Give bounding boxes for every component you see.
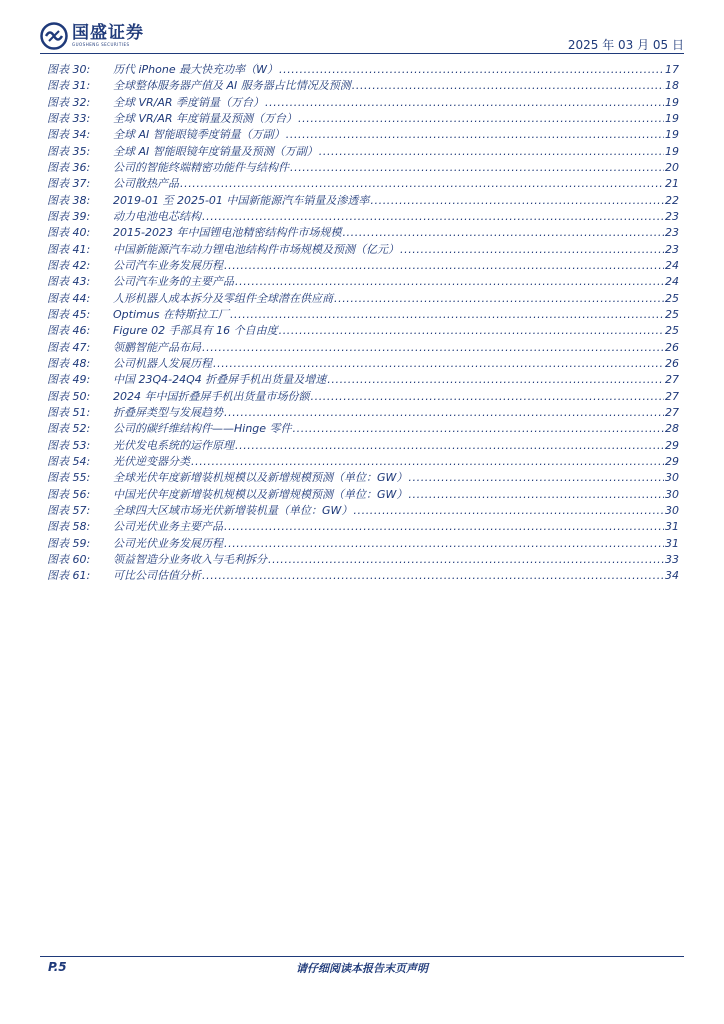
dot-leader xyxy=(180,176,664,192)
page-ref: 29 xyxy=(665,454,679,468)
toc-entry[interactable] xyxy=(47,258,679,274)
figure-number: 图表 40: xyxy=(47,226,91,240)
toc-entry[interactable] xyxy=(47,340,679,356)
toc-entry[interactable] xyxy=(47,323,679,339)
page-ref: 30 xyxy=(665,487,679,501)
page-ref: 27 xyxy=(665,389,679,403)
report-date: 2025 年 03 月 05 日 xyxy=(567,38,684,52)
figure-title: 公司机器人发展历程 xyxy=(113,356,212,370)
figure-title: 全球 AI 智能眼镜季度销量（万副） xyxy=(113,128,285,142)
dot-leader xyxy=(298,111,664,127)
figure-number: 图表 47: xyxy=(47,340,91,354)
page-ref: 26 xyxy=(665,340,679,354)
figure-title: 全球 VR/AR 年度销量及预测（万台） xyxy=(113,111,298,125)
page-ref: 19 xyxy=(665,144,679,158)
figure-title: 中国光伏年度新增装机规模以及新增规模预测（单位：GW） xyxy=(113,487,408,501)
dot-leader xyxy=(191,454,664,470)
logo-subname: GUOSHENG SECURITIES xyxy=(72,42,130,47)
header-divider xyxy=(40,53,684,54)
toc-entry[interactable] xyxy=(47,487,679,503)
page-ref: 33 xyxy=(665,552,679,566)
toc-entry[interactable] xyxy=(47,127,679,143)
toc-entry[interactable] xyxy=(47,144,679,160)
figure-number: 图表 32: xyxy=(47,95,91,109)
page-ref: 18 xyxy=(665,79,679,93)
page-ref: 30 xyxy=(665,503,679,517)
footer-divider xyxy=(40,956,684,957)
figure-number: 图表 31: xyxy=(47,79,91,93)
dot-leader xyxy=(265,95,664,111)
dot-leader xyxy=(370,193,664,209)
figure-title: 全球整体服务器产值及 AI 服务器占比情况及预测 xyxy=(113,79,351,93)
dot-leader xyxy=(327,372,664,388)
figure-number: 图表 33: xyxy=(47,111,91,125)
page-ref: 26 xyxy=(665,356,679,370)
dot-leader xyxy=(311,389,665,405)
page-ref: 19 xyxy=(665,128,679,142)
page-number: P.5 xyxy=(48,960,67,974)
dot-leader xyxy=(202,209,664,225)
figure-title: 全球 AI 智能眼镜年度销量及预测（万副） xyxy=(113,144,318,158)
toc-entry[interactable] xyxy=(47,176,679,192)
page-ref: 25 xyxy=(665,291,679,305)
toc-entry[interactable] xyxy=(47,389,679,405)
page-ref: 22 xyxy=(665,193,679,207)
toc-entry[interactable] xyxy=(47,503,679,519)
figure-number: 图表 48: xyxy=(47,356,91,370)
figure-number: 图表 52: xyxy=(47,422,91,436)
toc-entry[interactable] xyxy=(47,111,679,127)
disclaimer-note: 请仔细阅读本报告末页声明 xyxy=(296,962,428,975)
figure-title: 2024 年中国折叠屏手机出货量市场份额 xyxy=(113,389,310,403)
page-ref: 27 xyxy=(665,405,679,419)
figure-title: 可比公司估值分析 xyxy=(113,569,201,583)
figure-number: 图表 61: xyxy=(47,569,91,583)
page-ref: 34 xyxy=(665,569,679,583)
figure-number: 图表 41: xyxy=(47,242,91,256)
dot-leader xyxy=(213,356,664,372)
dot-leader xyxy=(286,127,664,143)
dot-leader xyxy=(353,503,664,519)
figure-number: 图表 50: xyxy=(47,389,91,403)
figure-number: 图表 57: xyxy=(47,503,91,517)
figure-number: 图表 35: xyxy=(47,144,91,158)
figure-number: 图表 46: xyxy=(47,324,91,338)
page-header xyxy=(0,0,724,52)
toc-entry[interactable] xyxy=(47,274,679,290)
figure-title: 公司汽车业务发展历程 xyxy=(113,258,223,272)
toc-entry[interactable] xyxy=(47,242,679,258)
toc-entry[interactable] xyxy=(47,470,679,486)
figure-number: 图表 34: xyxy=(47,128,91,142)
dot-leader xyxy=(230,307,664,323)
figure-number: 图表 58: xyxy=(47,520,91,534)
toc-entry[interactable] xyxy=(47,62,679,78)
dot-leader xyxy=(279,323,664,339)
figure-number: 图表 55: xyxy=(47,471,91,485)
figure-title: 公司散热产品 xyxy=(113,177,179,191)
dot-leader xyxy=(400,242,664,258)
dot-leader xyxy=(290,160,664,176)
toc-entry[interactable] xyxy=(47,438,679,454)
dot-leader xyxy=(235,274,664,290)
page-ref: 28 xyxy=(665,422,679,436)
toc-entry[interactable] xyxy=(47,568,679,584)
page-ref: 30 xyxy=(665,471,679,485)
logo-icon xyxy=(40,22,68,50)
figure-number: 图表 51: xyxy=(47,405,91,419)
figure-index-list xyxy=(47,62,679,585)
dot-leader xyxy=(279,62,664,78)
dot-leader xyxy=(352,78,664,94)
toc-entry[interactable] xyxy=(47,160,679,176)
figure-title: 中国 23Q4-24Q4 折叠屏手机出货量及增速 xyxy=(113,373,327,387)
figure-title: 领益智造分业务收入与毛利拆分 xyxy=(113,552,267,566)
figure-title: 公司汽车业务的主要产品 xyxy=(113,275,234,289)
toc-entry[interactable] xyxy=(47,421,679,437)
page-ref: 23 xyxy=(665,242,679,256)
toc-entry[interactable] xyxy=(47,405,679,421)
figure-title: 公司光伏业务主要产品 xyxy=(113,520,223,534)
figure-title: 历代 iPhone 最大快充功率（W） xyxy=(113,63,278,76)
figure-title: 光伏逆变器分类 xyxy=(113,454,190,468)
figure-number: 图表 49: xyxy=(47,373,91,387)
figure-title: 光伏发电系统的运作原理 xyxy=(113,438,234,452)
figure-title: 全球光伏年度新增装机规模以及新增规模预测（单位：GW） xyxy=(113,471,408,485)
dot-leader xyxy=(235,438,664,454)
toc-entry[interactable] xyxy=(47,372,679,388)
figure-number: 图表 54: xyxy=(47,454,91,468)
toc-entry[interactable] xyxy=(47,225,679,241)
page-ref: 19 xyxy=(665,111,679,125)
figure-title: 领鹏智能产品布局 xyxy=(113,340,201,354)
dot-leader xyxy=(224,536,664,552)
figure-number: 图表 59: xyxy=(47,536,91,550)
toc-entry[interactable] xyxy=(47,95,679,111)
dot-leader xyxy=(224,519,664,535)
dot-leader xyxy=(224,258,664,274)
figure-title: 公司光伏业务发展历程 xyxy=(113,536,223,550)
figure-title: Optimus 在特斯拉工厂 xyxy=(113,307,229,321)
toc-entry[interactable] xyxy=(47,291,679,307)
figure-number: 图表 38: xyxy=(47,193,91,207)
page-ref: 17 xyxy=(665,63,679,76)
figure-number: 图表 60: xyxy=(47,552,91,566)
company-logo xyxy=(40,22,144,50)
figure-number: 图表 39: xyxy=(47,209,91,223)
toc-entry[interactable] xyxy=(47,552,679,568)
dot-leader xyxy=(342,225,664,241)
page-ref: 31 xyxy=(665,536,679,550)
page-ref: 20 xyxy=(665,160,679,174)
toc-entry[interactable] xyxy=(47,519,679,535)
dot-leader xyxy=(408,470,664,486)
toc-entry[interactable] xyxy=(47,454,679,470)
figure-title: 折叠屏类型与发展趋势 xyxy=(113,405,223,419)
toc-entry[interactable] xyxy=(47,536,679,552)
figure-number: 图表 37: xyxy=(47,177,91,191)
figure-title: 人形机器人成本拆分及零组件全球潜在供应商 xyxy=(113,291,333,305)
dot-leader xyxy=(202,568,664,584)
logo-name: 国盛证券 xyxy=(72,23,144,43)
dot-leader xyxy=(334,291,664,307)
page-ref: 31 xyxy=(665,520,679,534)
figure-title: Figure 02 手部具有 16 个自由度 xyxy=(113,324,278,338)
figure-title: 中国新能源汽车动力锂电池结构件市场规模及预测（亿元） xyxy=(113,242,399,256)
toc-entry[interactable] xyxy=(47,193,679,209)
figure-title: 公司的智能终端精密功能件与结构件 xyxy=(113,160,289,174)
dot-leader xyxy=(202,340,664,356)
page-ref: 23 xyxy=(665,226,679,240)
dot-leader xyxy=(268,552,664,568)
figure-title: 动力电池电芯结构 xyxy=(113,209,201,223)
dot-leader xyxy=(408,487,664,503)
toc-entry[interactable] xyxy=(47,356,679,372)
dot-leader xyxy=(224,405,664,421)
figure-number: 图表 56: xyxy=(47,487,91,501)
figure-title: 2019-01 至 2025-01 中国新能源汽车销量及渗透率 xyxy=(113,193,370,207)
dot-leader xyxy=(319,144,664,160)
page-ref: 24 xyxy=(665,258,679,272)
toc-entry[interactable] xyxy=(47,209,679,225)
page-ref: 29 xyxy=(665,438,679,452)
figure-number: 图表 36: xyxy=(47,160,91,174)
figure-title: 全球 VR/AR 季度销量（万台） xyxy=(113,95,265,109)
page-ref: 24 xyxy=(665,275,679,289)
figure-number: 图表 44: xyxy=(47,291,91,305)
page-ref: 23 xyxy=(665,209,679,223)
page-ref: 27 xyxy=(665,373,679,387)
page-ref: 25 xyxy=(665,307,679,321)
page-ref: 25 xyxy=(665,324,679,338)
page-ref: 21 xyxy=(665,177,679,191)
figure-number: 图表 45: xyxy=(47,307,91,321)
figure-number: 图表 43: xyxy=(47,275,91,289)
figure-number: 图表 53: xyxy=(47,438,91,452)
figure-title: 全球四大区域市场光伏新增装机量（单位：GW） xyxy=(113,503,353,517)
toc-entry[interactable] xyxy=(47,307,679,323)
figure-number: 图表 30: xyxy=(47,63,91,76)
page-ref: 19 xyxy=(665,95,679,109)
figure-number: 图表 42: xyxy=(47,258,91,272)
toc-entry[interactable] xyxy=(47,78,679,94)
figure-title: 公司的碳纤维结构件——Hinge 零件 xyxy=(113,422,292,436)
dot-leader xyxy=(293,421,664,437)
figure-title: 2015-2023 年中国锂电池精密结构件市场规模 xyxy=(113,226,342,240)
